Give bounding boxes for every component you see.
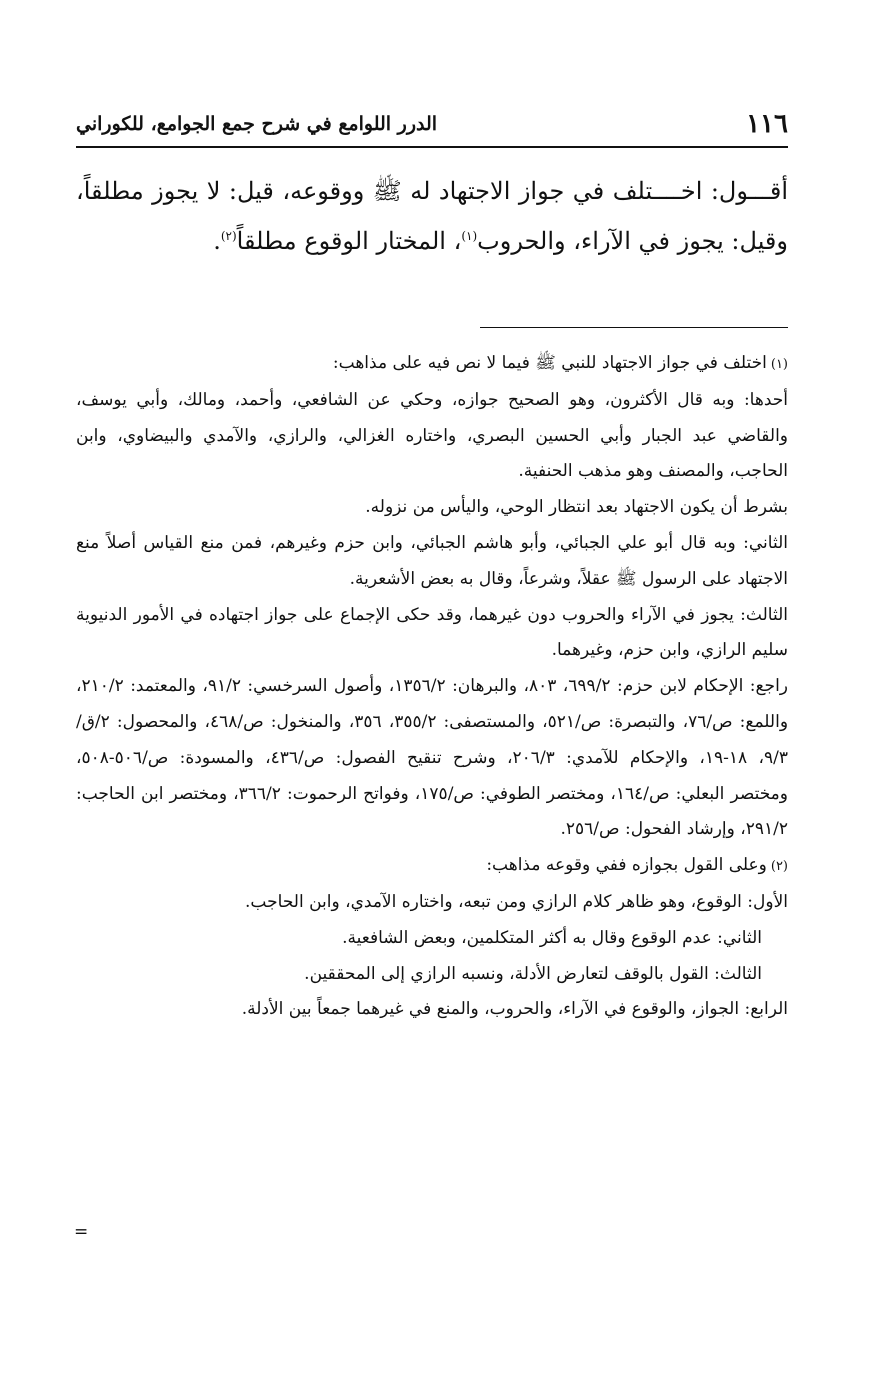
footnote-2-number: (٢)	[770, 859, 788, 875]
running-header	[76, 106, 788, 142]
footnote-2-paragraph-4: الرابع: الجواز، والوقوع في الآراء، والحروب، والمنع في غيرهما جمعاً بين الأدلة.	[241, 999, 788, 1020]
footnote-2-intro: (٢)وعلى القول بجوازه ففي وقوعه مذاهب:	[486, 855, 788, 876]
footnote-1-paragraph-3: الثاني: وبه قال أبو علي الجبائي، وأبو هاشم الجبائي، وابن حزم وغيرهم، فمن منع القياس أصلاً منع الاجتهاد على الرسول ﷺ عقلاً، وشرعاً، وقال به بعض الأشعرية.	[76, 532, 788, 589]
main-text-part-3: .	[213, 227, 221, 255]
footnote-1-paragraph-1: أحدها: وبه قال الأكثرون، وهو الصحيح جوازه، وحكي عن الشافعي، وأحمد، ومالك، وأبي يوسف، والقاضي عبد الجبار وأبي الحسين البصري، واختاره الغزالي، والرازي، والآمدي والبيضاوي، وابن الحاجب، والمصنف وهو مذهب الحنفية.	[76, 389, 788, 482]
footnote-1-paragraph-2: بشرط أن يكون الاجتهاد بعد انتظار الوحي، واليأس من نزوله.	[365, 497, 788, 518]
header-rule	[76, 146, 788, 148]
page-number: ١١٦	[746, 109, 788, 139]
main-text-part-1: أقـــول: اخــــتلف في جواز الاجتهاد له ﷺ ووقوعه، قيل: لا يجوز مطلقاً، وقيل: يجوز في الآراء، والحروب	[76, 177, 788, 255]
main-text	[76, 166, 788, 266]
main-text-part-2: ، المختار الوقوع مطلقاً	[236, 227, 462, 255]
footnotes	[76, 346, 788, 1028]
footnote-separator	[480, 327, 788, 328]
footnote-1-number: (١)	[770, 357, 788, 372]
footnote-ref-1: (١)	[461, 229, 478, 243]
footnote-2-paragraph-3: الثالث: القول بالوقف لتعارض الأدلة، ونسبه الرازي إلى المحققين.	[304, 963, 762, 984]
book-title: الدرر اللوامع في شرح جمع الجوامع، للكوراني	[76, 113, 438, 135]
footnote-ref-2: (٢)	[220, 229, 237, 243]
footnote-1-paragraph-4: الثالث: يجوز في الآراء والحروب دون غيرهما، وقد حكى الإجماع على جواز اجتهاده في الأمور الدنيوية سليم الرازي، وابن حزم، وغيرهما.	[76, 604, 788, 661]
continuation-mark: =	[74, 1222, 89, 1242]
footnote-2-paragraph-2: الثاني: عدم الوقوع وقال به أكثر المتكلمين، وبعض الشافعية.	[342, 927, 762, 948]
footnote-1-intro: (١)اختلف في جواز الاجتهاد للنبي ﷺ فيما لا نص فيه على مذاهب:	[332, 353, 788, 373]
footnote-2-paragraph-1: الأول: الوقوع، وهو ظاهر كلام الرازي ومن تبعه، واختاره الآمدي، وابن الحاجب.	[245, 891, 788, 912]
footnote-1-references: راجع: الإحكام لابن حزم: ٦٩٩/٢، ٨٠٣، والبرهان: ١٣٥٦/٢، وأصول السرخسي: ٩١/٢، والمعتمد: ٢١٠/٢، واللمع: ص/٧٦، والتبصرة: ص/٥٢١، والمستصفى: ٣٥٥/٢، ٣٥٦، والمنخول: ص/٤٦٨، والمحصول: ٢/ق/٩/٣، ١٨-١٩، والإحكام للآمدي: ٢٠٦/٣، وشرح تنقيح الفصول: ص/٤٣٦، والمسودة: ص/٥٠٦-٥٠٨، ومختصر البعلي: ص/١٦٤، ومختصر الطوفي: ص/١٧٥، وفواتح الرحموت: ٣٦٦/٢، ومختصر ابن الحاجب: ٢٩١/٢، وإرشاد الفحول: ص/٢٥٦.	[76, 676, 789, 840]
main-paragraph	[76, 166, 788, 266]
